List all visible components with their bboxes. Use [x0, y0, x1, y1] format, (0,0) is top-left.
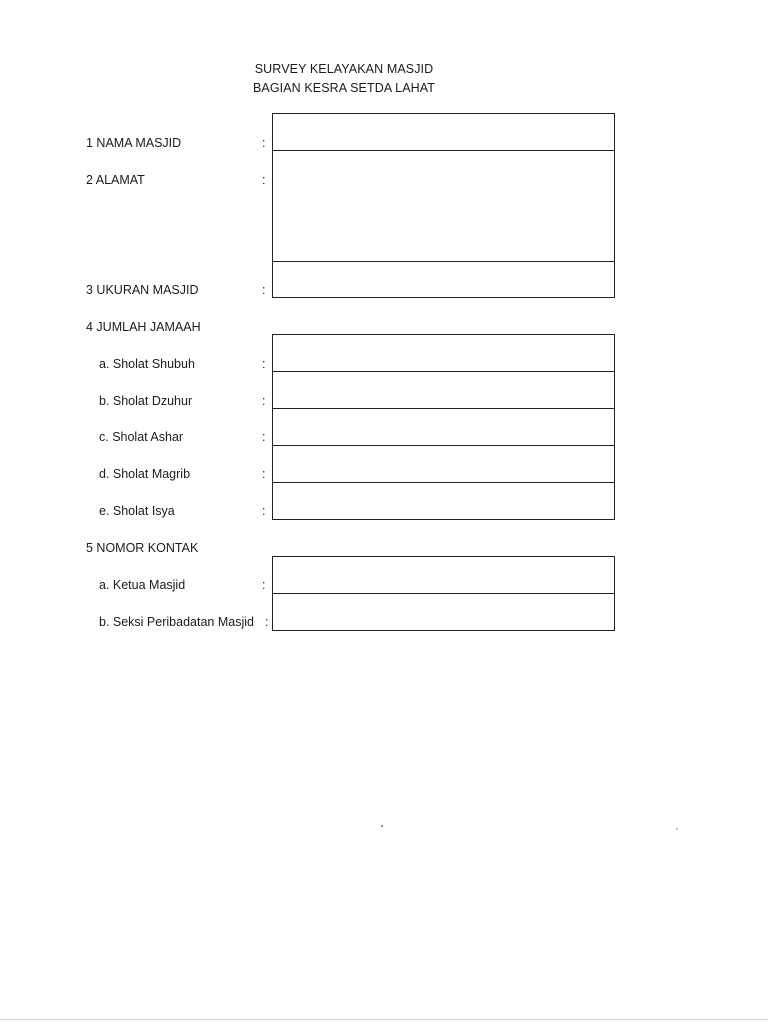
label-sholat-ashar: c. Sholat Ashar	[99, 430, 184, 444]
colon-separator: :	[265, 615, 269, 629]
form-title: SURVEY KELAYAKAN MASJID	[254, 62, 434, 76]
colon-separator: :	[262, 467, 266, 481]
colon-separator: :	[262, 283, 266, 297]
form-subtitle: BAGIAN KESRA SETDA LAHAT	[252, 81, 436, 95]
label-sholat-magrib: d. Sholat Magrib	[99, 467, 191, 481]
ketua-masjid-field[interactable]	[272, 556, 615, 594]
label-jumlah-jamaah: 4 JUMLAH JAMAAH	[86, 320, 201, 334]
sholat-shubuh-field[interactable]	[272, 334, 615, 372]
colon-separator: :	[262, 136, 266, 150]
colon-separator: :	[262, 578, 266, 592]
label-sholat-isya: e. Sholat Isya	[99, 504, 175, 518]
scan-speck	[381, 825, 383, 827]
sholat-magrib-field[interactable]	[272, 446, 615, 483]
label-alamat: 2 ALAMAT	[86, 173, 145, 187]
label-seksi-peribadatan: b. Seksi Peribadatan Masjid	[99, 615, 254, 629]
colon-separator: :	[262, 504, 266, 518]
sholat-ashar-field[interactable]	[272, 409, 615, 446]
sholat-isya-field[interactable]	[272, 483, 615, 520]
colon-separator: :	[262, 430, 266, 444]
seksi-peribadatan-field[interactable]	[272, 594, 615, 631]
scan-speck	[676, 828, 678, 830]
scan-edge	[0, 1019, 768, 1020]
colon-separator: :	[262, 173, 266, 187]
label-nama-masjid: 1 NAMA MASJID	[86, 136, 182, 150]
ukuran-masjid-field[interactable]	[272, 261, 615, 298]
label-sholat-dzuhur: b. Sholat Dzuhur	[99, 394, 193, 408]
label-nomor-kontak: 5 NOMOR KONTAK	[86, 541, 199, 555]
nama-masjid-field[interactable]	[272, 113, 615, 151]
colon-separator: :	[262, 357, 266, 371]
label-sholat-shubuh: a. Sholat Shubuh	[99, 357, 195, 371]
alamat-field[interactable]	[272, 151, 615, 262]
label-ketua-masjid: a. Ketua Masjid	[99, 578, 186, 592]
sholat-dzuhur-field[interactable]	[272, 372, 615, 409]
colon-separator: :	[262, 394, 266, 408]
label-ukuran-masjid: 3 UKURAN MASJID	[86, 283, 199, 297]
